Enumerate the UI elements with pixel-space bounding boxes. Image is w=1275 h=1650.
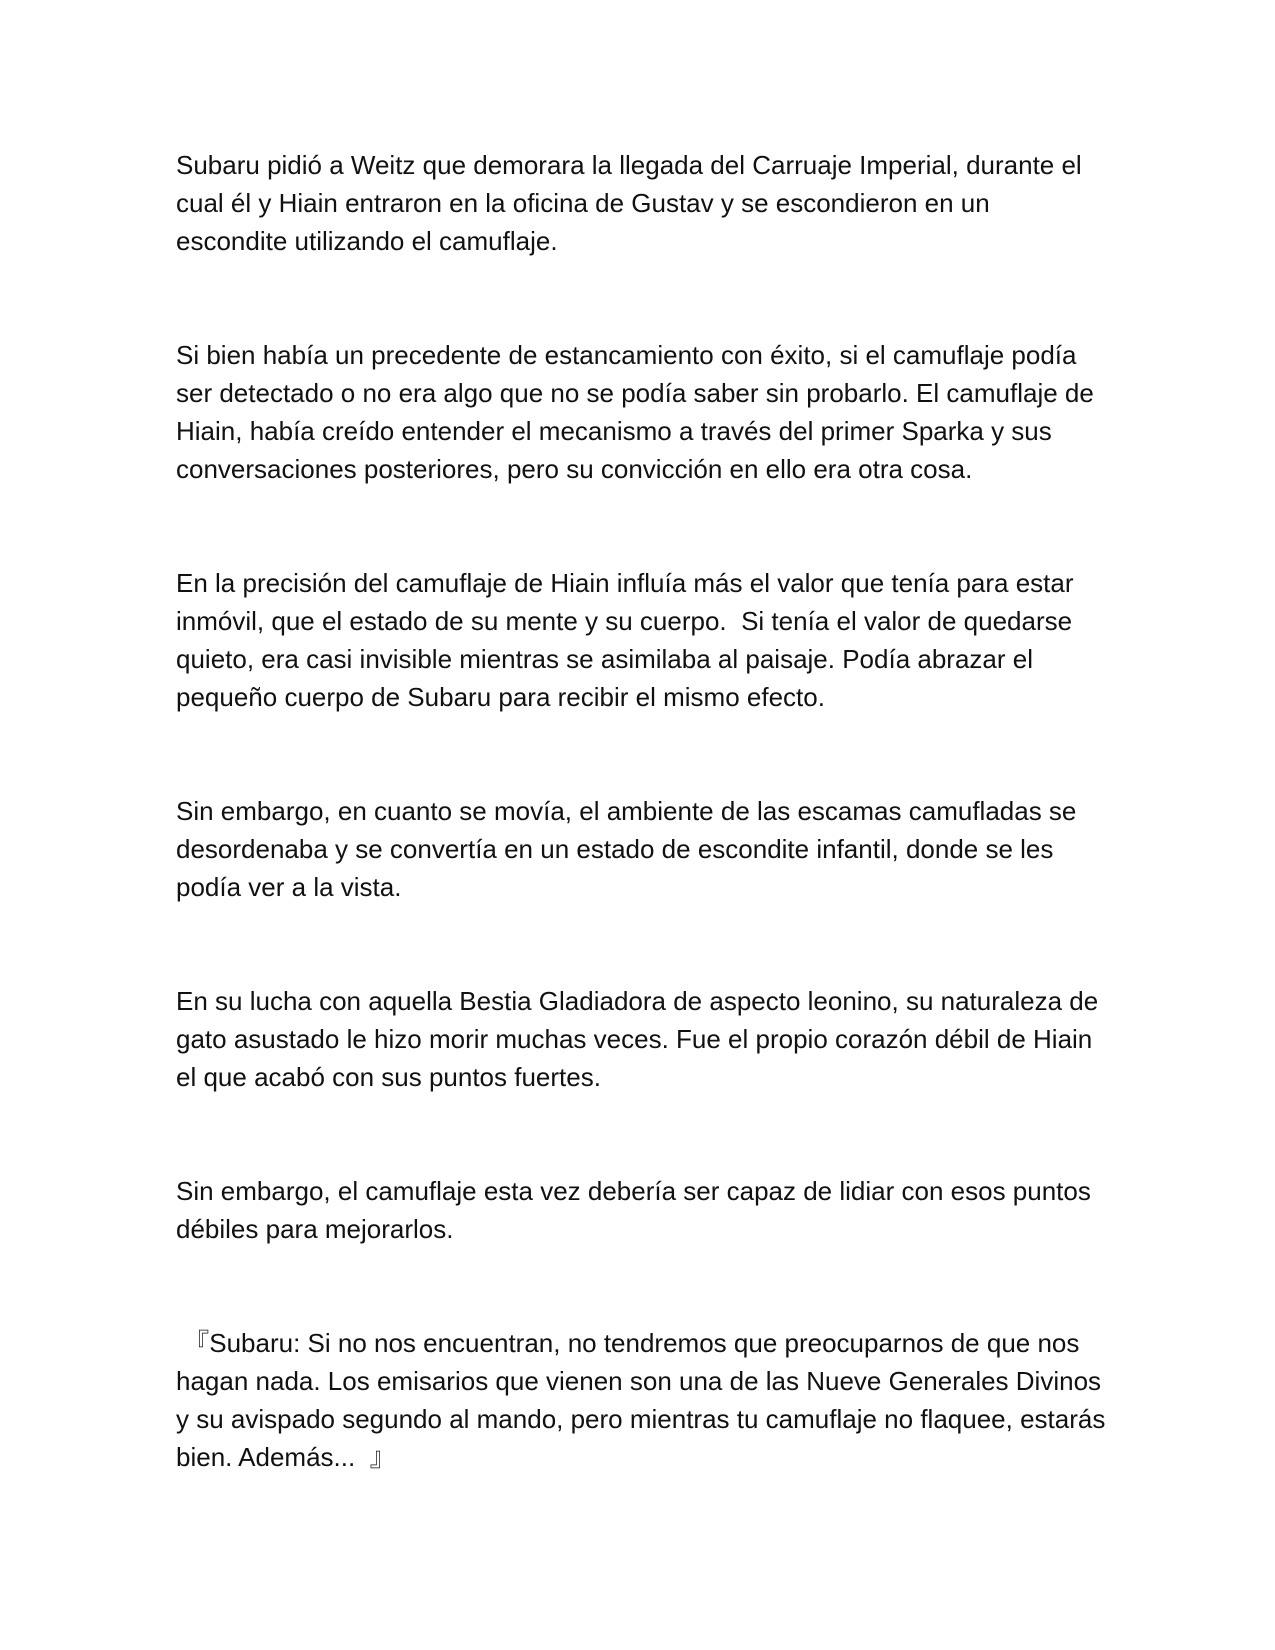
paragraph: Sin embargo, el camuflaje esta vez debería ser capaz de lidiar con esos puntos débiles para mejorarlos.	[176, 1176, 1099, 1244]
dialogue-paragraph: 『Subaru: Si no nos encuentran, no tendremos que preocuparnos de que nos hagan nada. Los emisarios que vienen son una de las Nueve Generales Divinos y su avispado segundo al mando, pero mientras tu camuflaje no flaquee, estarás bien. Además... 』	[176, 1328, 1113, 1472]
paragraph: Subaru pidió a Weitz que demorara la llegada del Carruaje Imperial, durante el cual él y Hiain entraron en la oficina de Gustav y se escondieron en un escondite utilizando el camuflaje.	[176, 150, 1089, 256]
paragraph: En la precisión del camuflaje de Hiain influía más el valor que tenía para estar inmóvil, que el estado de su mente y su cuerpo. Si tenía el valor de quedarse quieto, era casi invisible mientras se asimilaba al paisaje. Podía abrazar el pequeño cuerpo de Subaru para recibir el mismo efecto.	[176, 568, 1081, 712]
paragraph: En su lucha con aquella Bestia Gladiadora de aspecto leonino, su naturaleza de gato asustado le hizo morir muchas veces. Fue el propio corazón débil de Hiain el que acabó con sus puntos fuertes.	[176, 986, 1106, 1092]
paragraph: Sin embargo, en cuanto se movía, el ambiente de las escamas camufladas se desordenaba y se convertía en un estado de escondite infantil, donde se les podía ver a la vista.	[176, 796, 1084, 902]
document-body	[176, 146, 1113, 1476]
paragraph: Si bien había un precedente de estancamiento con éxito, si el camuflaje podía ser detectado o no era algo que no se podía saber sin probarlo. El camuflaje de Hiain, había creído entender el mecanismo a través del primer Sparka y sus conversaciones posteriores, pero su convicción en ello era otra cosa.	[176, 340, 1102, 484]
